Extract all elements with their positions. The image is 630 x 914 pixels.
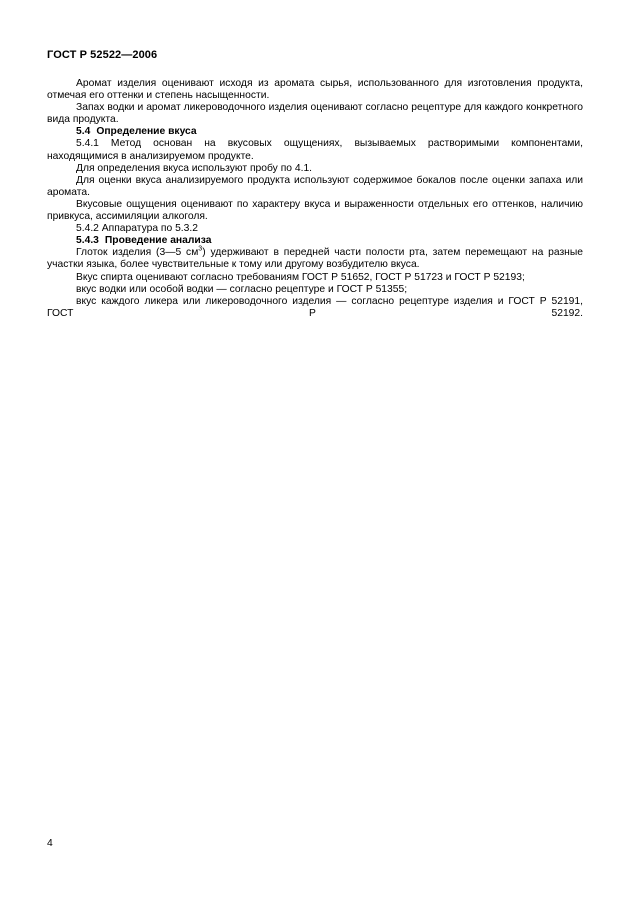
paragraph-taste-sensations: Вкусовые ощущения оценивают по характеру вкуса и выраженности отдельных его оттенков, наличию привкуса, ассимиляции алкоголя. bbox=[47, 198, 583, 223]
section-heading-5-4 bbox=[47, 126, 583, 138]
section-heading-5-4-3 bbox=[47, 235, 583, 247]
document-header: ГОСТ Р 52522—2006 bbox=[47, 49, 158, 61]
paragraph-liqueur-taste: вкус каждого ликера или ликероводочного изделия — согласно рецептуре изделия и ГОСТ Р 52191, ГОСТ Р 52192. bbox=[47, 295, 583, 319]
document-body bbox=[47, 78, 583, 320]
paragraph-aroma: Аромат изделия оценивают исходя из аромата сырья, использованного для изготовления продукта, отмечая его оттенки и степень насыщенности. bbox=[47, 78, 583, 102]
paragraph-5-4-1: 5.4.1 Метод основан на вкусовых ощущениях, вызываемых растворимыми компонентами, находящимися в анализируемом продукте. bbox=[47, 138, 583, 162]
text-run: ) удерживают в передней части полости рта, затем перемещают на разные участки языка, более чувствительные к тому или другому возбудителю вкуса. bbox=[47, 247, 583, 271]
text-run: Глоток изделия (3—5 см bbox=[76, 247, 199, 259]
paragraph-vodka-taste: вкус водки или особой водки — согласно рецептуре и ГОСТ Р 51355; bbox=[76, 283, 408, 295]
paragraph-spirit-taste: Вкус спирта оценивают согласно требованиям ГОСТ Р 51652, ГОСТ Р 51723 и ГОСТ Р 52193; bbox=[76, 271, 525, 283]
paragraph-sip bbox=[47, 247, 583, 271]
superscript: 3 bbox=[198, 245, 203, 253]
section-number: 5.4 bbox=[76, 126, 91, 138]
section-number: 5.4.3 bbox=[76, 235, 99, 247]
paragraph-glasses: Для оценки вкуса анализируемого продукта используют содержимое бокалов после оценки запаха или аромата. bbox=[47, 174, 583, 198]
paragraph-5-4-2: 5.4.2 Аппаратура по 5.3.2 bbox=[76, 223, 198, 235]
section-title: Проведение анализа bbox=[104, 235, 212, 247]
page-number: 4 bbox=[47, 838, 53, 849]
section-title: Определение вкуса bbox=[96, 126, 197, 138]
paragraph-vodka-smell: Запах водки и аромат ликероводочного изделия оценивают согласно рецептуре для каждого конкретного вида продукта. bbox=[47, 102, 583, 126]
paragraph-sample: Для определения вкуса используют пробу по 4.1. bbox=[76, 162, 313, 174]
